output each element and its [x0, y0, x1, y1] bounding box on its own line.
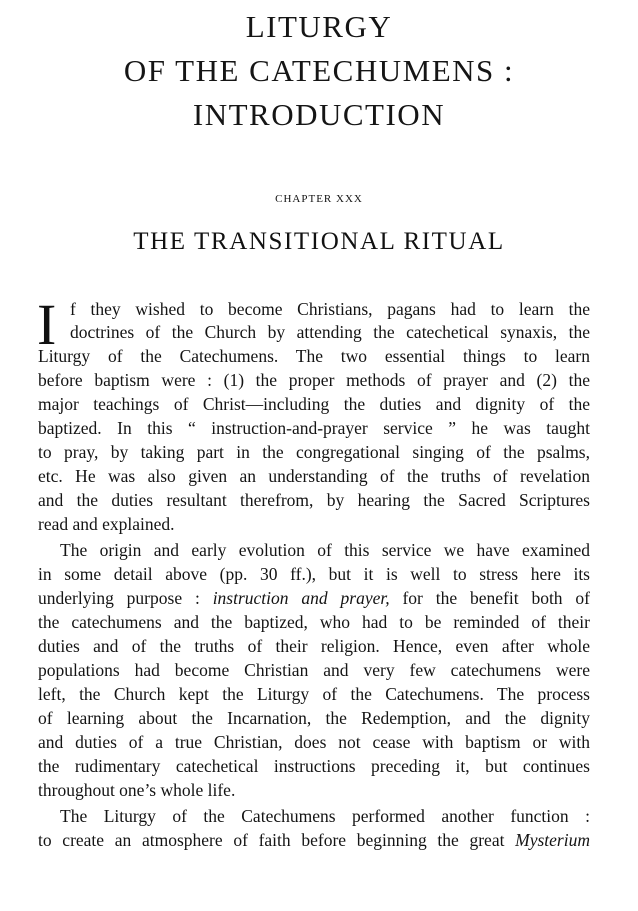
- paragraph-1-line-5: major teachings of Christ—including the duties and dignity of the: [38, 394, 590, 414]
- paragraph-1-line-9: and the duties resultant therefrom, by hearing the Sacred Scriptures: [38, 490, 590, 510]
- paragraph-2-line-7: left, the Church kept the Liturgy of the Catechumens. The process: [38, 684, 590, 704]
- emphasis-mysterium: Mysterium: [515, 830, 590, 850]
- drop-cap: I: [37, 292, 57, 357]
- part-title-line-2: OF THE CATECHUMENS :: [123, 53, 515, 88]
- paragraph-2-line-6: populations had become Christian and very few catechumens were: [38, 660, 590, 680]
- paragraph-1-line-4: before baptism were : (1) the proper methods of prayer and (2) the: [38, 370, 590, 390]
- paragraph-1-line-8: etc. He was also given an understanding of the truths of revelation: [38, 466, 590, 486]
- paragraph-2-line-3-text-b: for the benefit both of: [389, 588, 590, 608]
- paragraph-1-line-10: read and explained.: [38, 514, 175, 534]
- emphasis-instruction-and-prayer: instruction and prayer,: [212, 588, 390, 608]
- chapter-label: CHAPTER XXX: [275, 193, 363, 205]
- paragraph-1-line-7: to pray, by taking part in the congregational singing of the psalms,: [38, 442, 590, 462]
- paragraph-2-line-9: and duties of a true Christian, does not cease with baptism or with: [38, 732, 590, 752]
- paragraph-2-line-8: of learning about the Incarnation, the Redemption, and the dignity: [38, 708, 590, 728]
- paragraph-2-line-5: duties and of the truths of their religion. Hence, even after whole: [38, 636, 590, 656]
- paragraph-3-line-2: [38, 829, 590, 851]
- paragraph-3-line-1: The Liturgy of the Catechumens performed another function :: [60, 806, 590, 826]
- paragraph-2-line-1: The origin and early evolution of this service we have examined: [60, 540, 590, 560]
- paragraph-3-line-2-text: to create an atmosphere of faith before beginning the great: [38, 830, 516, 850]
- paragraph-2-line-2: in some detail above (pp. 30 ff.), but it is well to stress here its: [38, 564, 590, 584]
- part-title-line-1: LITURGY: [245, 9, 393, 44]
- paragraph-2-line-3-text-a: underlying purpose :: [38, 588, 213, 608]
- paragraph-2-line-11: throughout one’s whole life.: [38, 780, 236, 800]
- paragraph-2-line-3: [38, 587, 590, 609]
- part-title-line-3: INTRODUCTION: [192, 97, 446, 132]
- paragraph-2-line-10: the rudimentary catechetical instructions preceding it, but continues: [38, 756, 590, 776]
- chapter-title: THE TRANSITIONAL RITUAL: [133, 228, 505, 255]
- paragraph-2-line-4: the catechumens and the baptized, who had to be reminded of their: [38, 612, 590, 632]
- paragraph-1-line-2: doctrines of the Church by attending the catechetical synaxis, the: [70, 322, 590, 342]
- paragraph-1-line-6: baptized. In this “ instruction-and-prayer service ” he was taught: [38, 418, 590, 438]
- paragraph-1-line-1: f they wished to become Christians, pagans had to learn the: [70, 299, 590, 319]
- paragraph-1-line-3: Liturgy of the Catechumens. The two essential things to learn: [38, 346, 590, 366]
